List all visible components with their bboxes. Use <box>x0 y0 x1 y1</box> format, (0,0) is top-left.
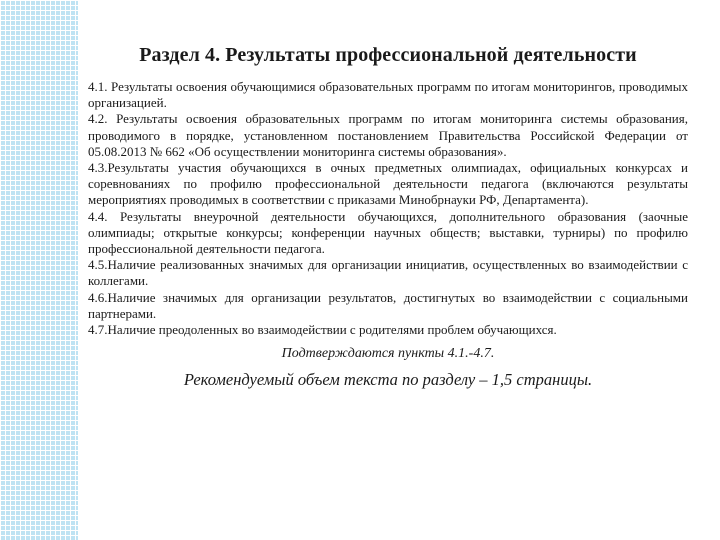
confirmation-note: Подтверждаются пункты 4.1.-4.7. <box>281 346 495 362</box>
document-page <box>88 44 688 390</box>
section-title: Раздел 4. Результаты профессиональной деятельности <box>139 44 637 66</box>
item-4-2: 4.2. Результаты освоения образовательных программ по итогам мониторинга системы образования, проводимого в порядке, установленном постановлением Правительства Российской Федерации от 05.08.2013 № 662 «Об осуществлении мониторинга системы образования». <box>88 111 688 159</box>
recommendation-note: Рекомендуемый объем текста по разделу – 1,5 страницы. <box>183 370 593 390</box>
item-4-4: 4.4. Результаты внеурочной деятельности обучающихся, дополнительного образования (заочные олимпиады; открытые конкурсы; конференции научных обществ; выставки, турниры) по профилю профессиональной деятельности педагога. <box>88 208 688 257</box>
item-4-7: 4.7.Наличие преодоленных во взаимодействии с родителями проблем обучающихся. <box>88 322 557 338</box>
item-4-3: 4.3.Результаты участия обучающихся в очных предметных олимпиадах, официальных конкурсах и соревнованиях по профилю профессиональной деятельности педагога (включаются результаты мероприятиях проводимых в соответствии с приказами Минобрнауки РФ, Департамента). <box>88 160 688 208</box>
item-4-1: 4.1. Результаты освоения обучающимися образовательных программ по итогам мониторингов, проводимых организацией. <box>88 79 688 111</box>
item-4-6: 4.6.Наличие значимых для организации результатов, достигнутых во взаимодействии с социальными партнерами. <box>88 289 688 321</box>
side-decorative-pattern <box>0 0 78 540</box>
item-4-5: 4.5.Наличие реализованных значимых для организации инициатив, осуществленных во взаимодействии с коллегами. <box>88 257 688 289</box>
